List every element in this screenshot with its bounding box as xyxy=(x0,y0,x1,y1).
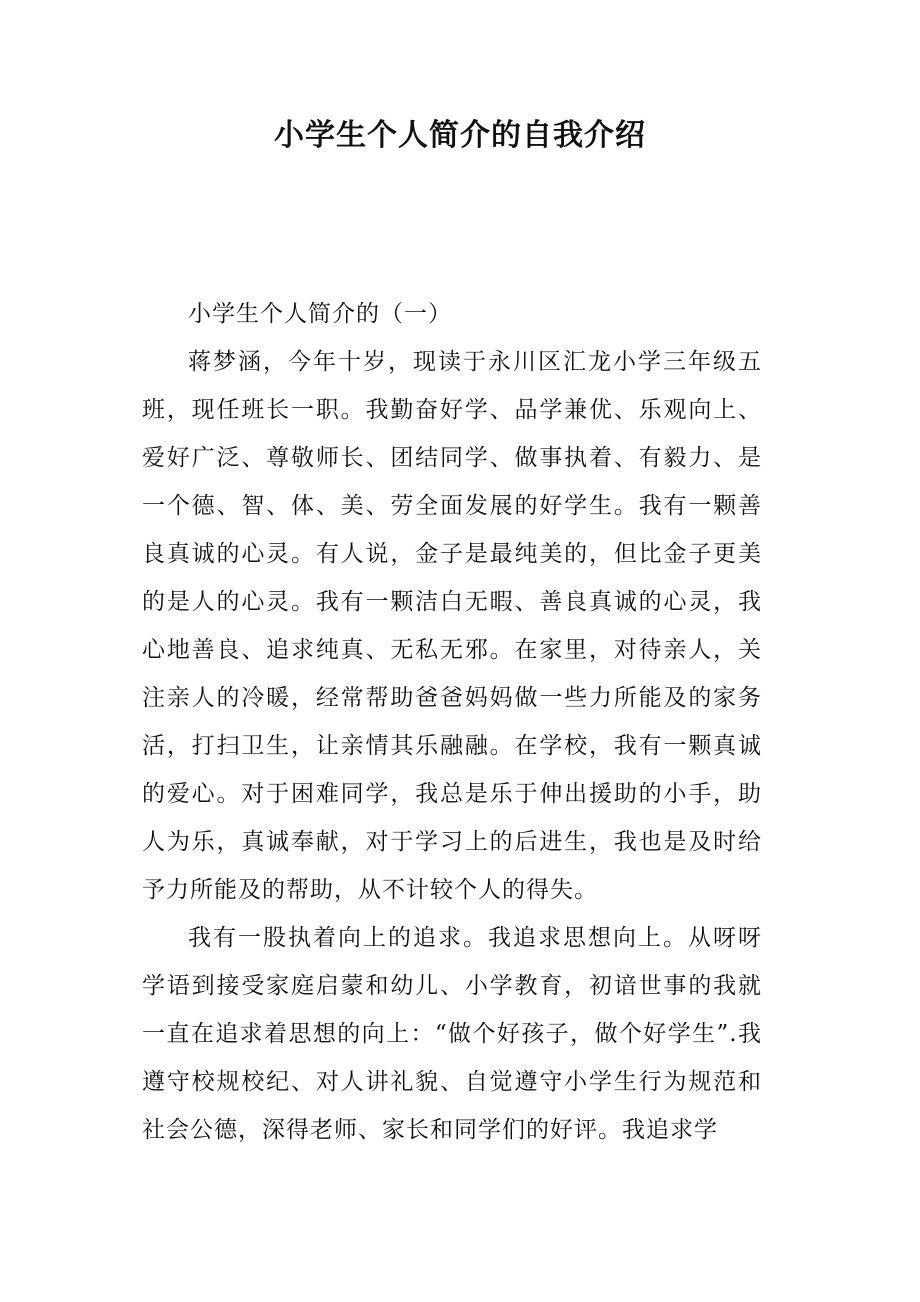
document-body xyxy=(142,290,762,1154)
paragraph-2: 我有一股执着向上的追求。我追求思想向上。从呀呀学语到接受家庭启蒙和幼儿、小学教育，初谙世事的我就一直在追求着思想的向上：“做个好孩子，做个好学生”.我遵守校规校纪、对人讲礼貌、自觉遵守小学生行为规范和社会公德，深得老师、家长和同学们的好评。我追求学 xyxy=(142,925,762,1143)
paragraph-1: 蒋梦涵，今年十岁，现读于永川区汇龙小学三年级五班，现任班长一职。我勤奋好学、品学兼优、乐观向上、爱好广泛、尊敬师长、团结同学、做事执着、有毅力、是一个德、智、体、美、劳全面发展的好学生。我有一颗善良真诚的心灵。有人说，金子是最纯美的，但比金子更美的是人的心灵。我有一颗洁白无暇、善良真诚的心灵，我心地善良、追求纯真、无私无邪。在家里，对待亲人，关注亲人的冷暖，经常帮助爸爸妈妈做一些力所能及的家务活，打扫卫生，让亲情其乐融融。在学校，我有一颗真诚的爱心。对于困难同学，我总是乐于伸出援助的小手，助人为乐，真诚奉献，对于学习上的后进生，我也是及时给予力所能及的帮助，从不计较个人的得失。 xyxy=(142,349,762,903)
document-title: 小学生个人简介的自我介绍 xyxy=(274,118,646,153)
section-heading: 小学生个人简介的（一） xyxy=(188,301,452,327)
